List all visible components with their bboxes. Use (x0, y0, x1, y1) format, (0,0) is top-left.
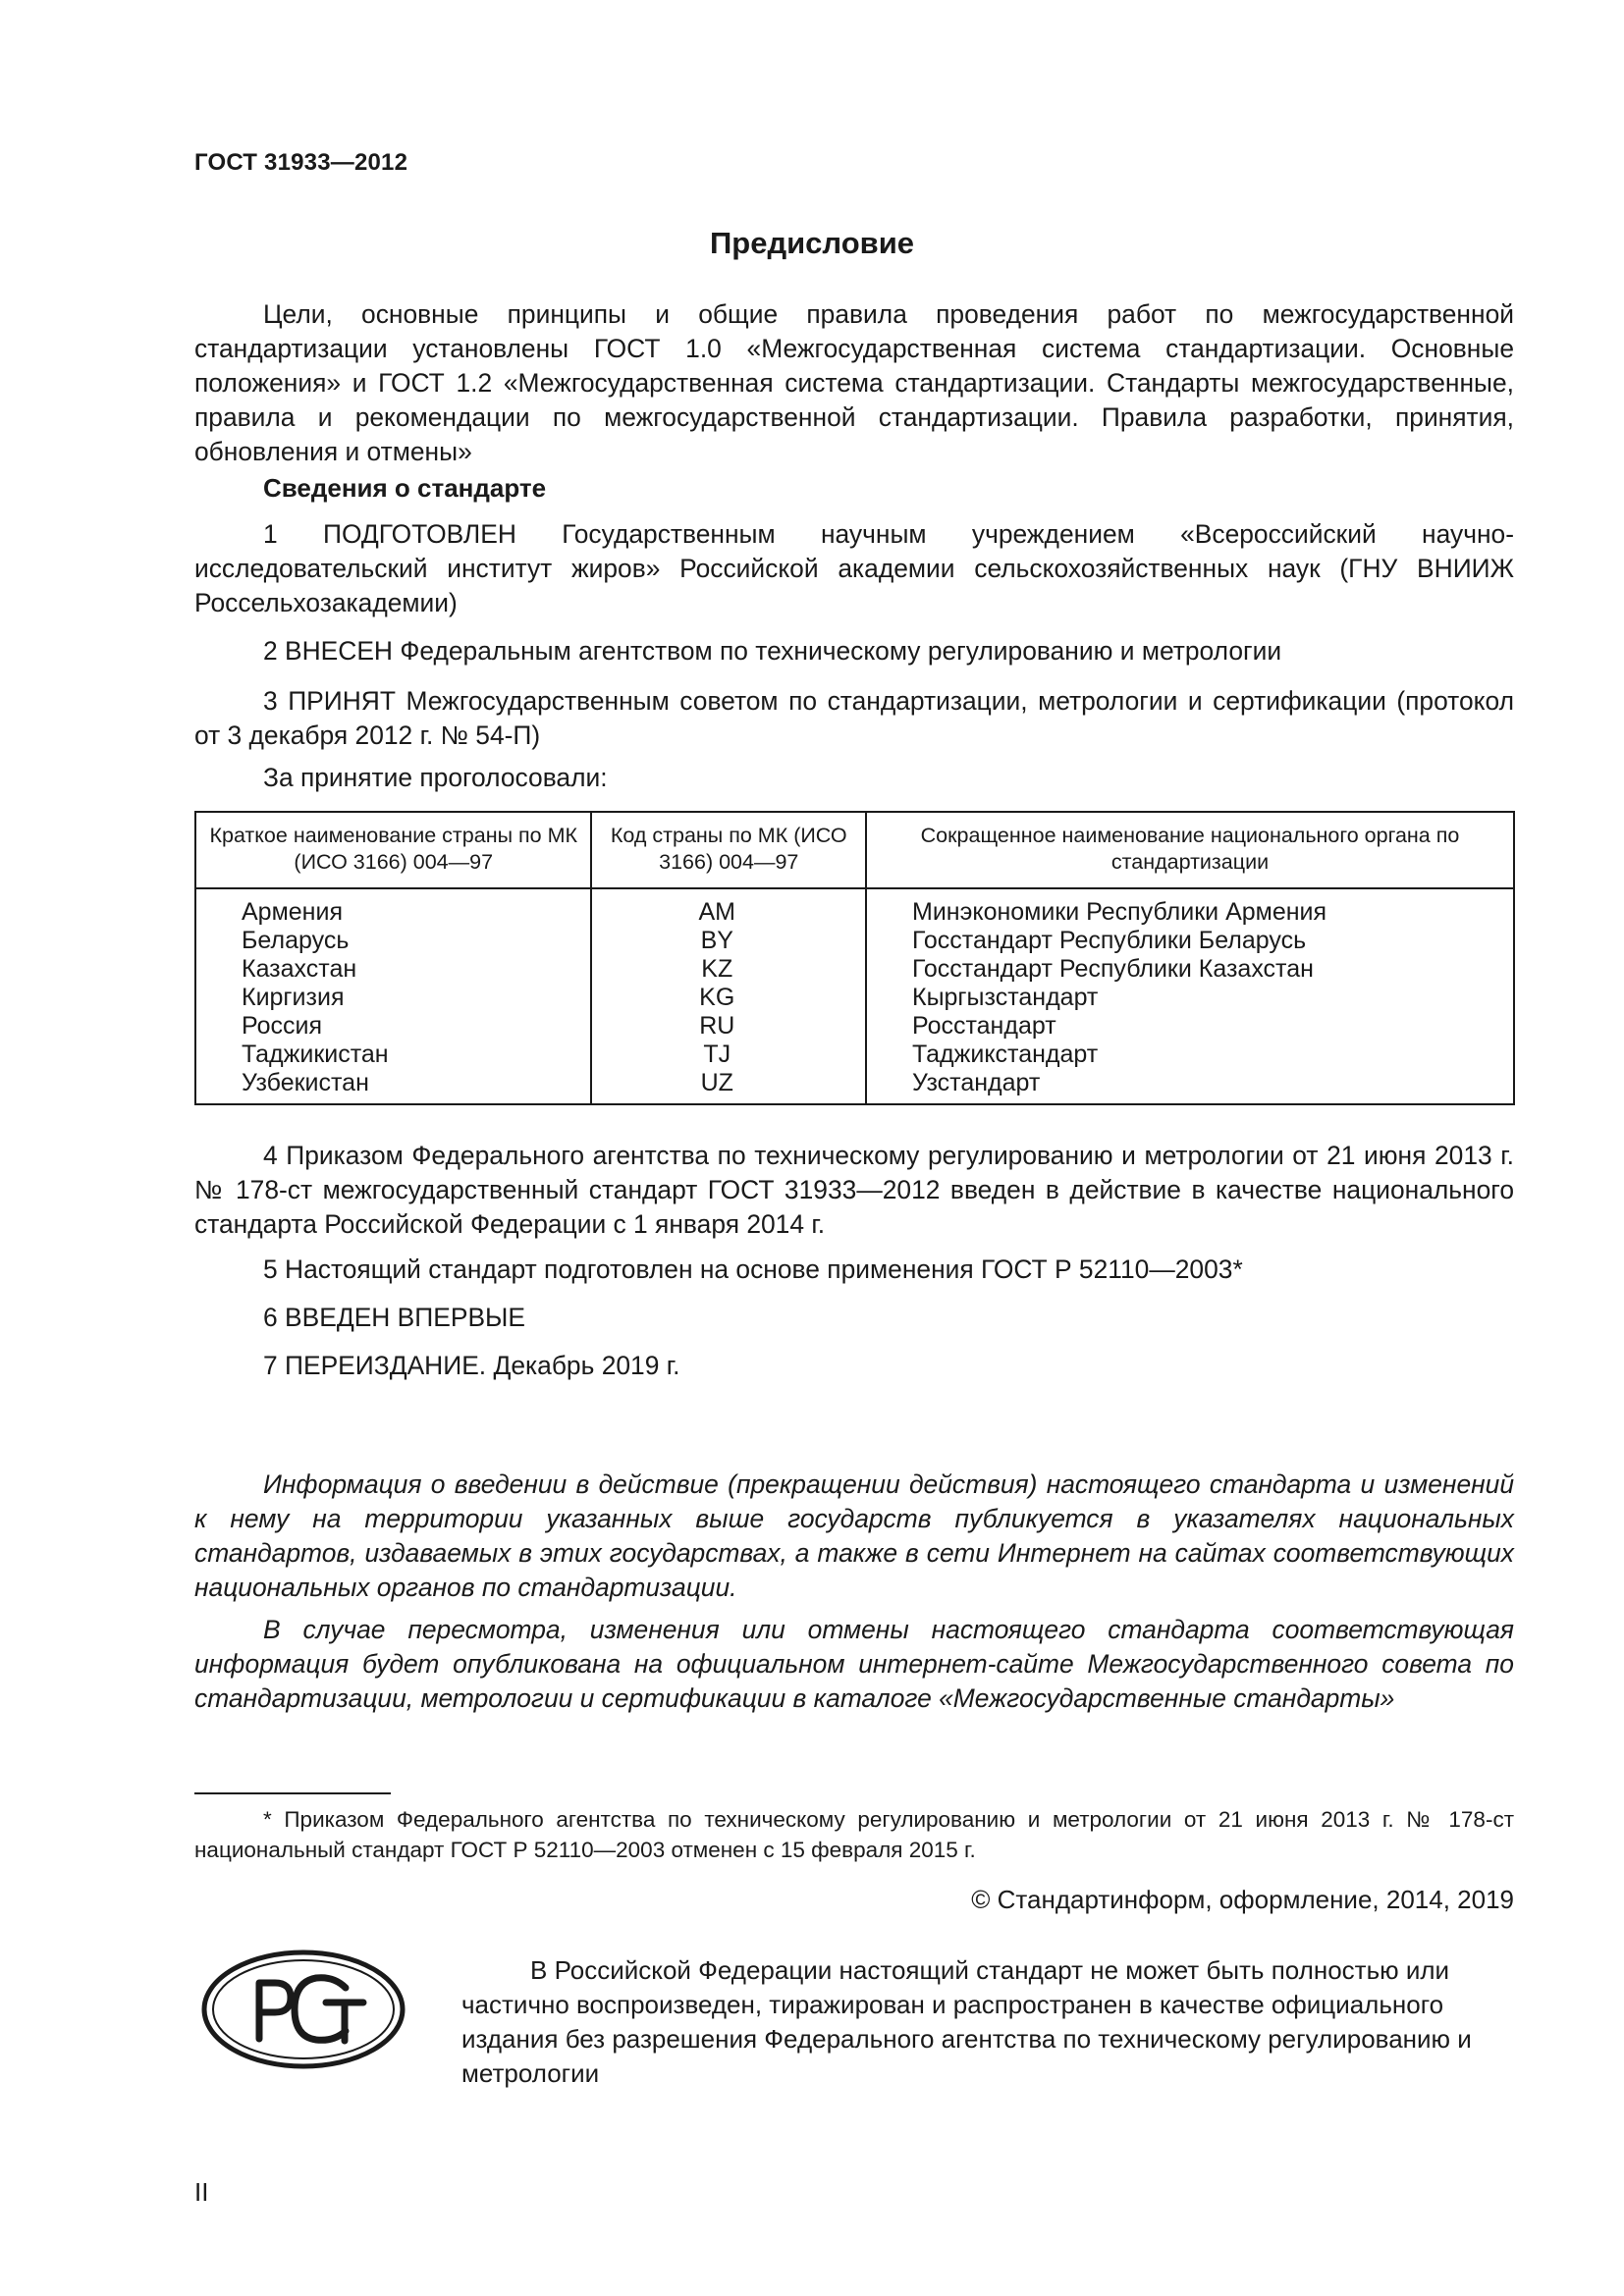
agency-name: Кыргызстандарт (866, 984, 1514, 1012)
footnote-divider (194, 1792, 391, 1794)
footnote: * Приказом Федерального агентства по техническому регулированию и метрологии от 21 июня 2013 г. № 178-ст национальный стандарт ГОСТ Р 52110—2003 отменен с 15 февраля 2015 г. (194, 1807, 1514, 1862)
agency-name: Госстандарт Республики Казахстан (866, 955, 1514, 984)
country-code: RU (591, 1012, 866, 1041)
table-row (195, 984, 1514, 1012)
table-row (195, 1041, 1514, 1069)
country-name: Киргизия (195, 984, 591, 1012)
item-5-basis: 5 Настоящий стандарт подготовлен на основе применения ГОСТ Р 52110—2003* (263, 1255, 1243, 1284)
copyright-line: © Стандартинформ, оформление, 2014, 2019 (971, 1885, 1514, 1914)
item-2-submitted: 2 ВНЕСЕН Федеральным агентством по техническому регулированию и метрологии (263, 636, 1282, 666)
table-row (195, 888, 1514, 927)
country-name: Беларусь (195, 927, 591, 955)
item-4-enacted: 4 Приказом Федерального агентства по техническому регулированию и метрологии от 21 июня 2013 г. № 178-ст межгосударственный стандарт ГОСТ 31933—2012 введен в действие в качестве национального стандарта Российской Федерации с 1 января 2014 г. (194, 1141, 1514, 1239)
agency-name: Таджикстандарт (866, 1041, 1514, 1069)
standard-info-heading: Сведения о стандарте (263, 473, 547, 503)
table-row (195, 1012, 1514, 1041)
column-header-agency: Сокращенное наименование национального органа по стандартизации (866, 812, 1514, 888)
table-header-row (195, 812, 1514, 888)
column-header-country: Краткое наименование страны по МК (ИСО 3166) 004—97 (195, 812, 591, 888)
item-3-adopted: 3 ПРИНЯТ Межгосударственным советом по стандартизации, метрологии и сертификации (протокол от 3 декабря 2012 г. № 54-П) (194, 686, 1514, 750)
notice-paragraph-1: Информация о введении в действие (прекращении действия) настоящего стандарта и изменений к нему на территории указанных выше государств публикуется в указателях национальных стандартов, издаваемых в этих государствах, а также в сети Интернет на сайтах соответствующих национальных органов по стандартизации. (194, 1469, 1514, 1602)
item-6-first-introduced: 6 ВВЕДЕН ВПЕРВЫЕ (263, 1303, 526, 1332)
country-name: Армения (195, 888, 591, 927)
country-name: Россия (195, 1012, 591, 1041)
reproduction-rights-notice: В Российской Федерации настоящий стандарт не может быть полностью или частично воспроизведен, тиражирован и распространен в качестве официального издания без разрешения Федерального агентства по техническому регулированию и метрологии (461, 1955, 1472, 2088)
table-row (195, 955, 1514, 984)
country-code: UZ (591, 1069, 866, 1104)
country-code: KZ (591, 955, 866, 984)
country-name: Таджикистан (195, 1041, 591, 1069)
intro-paragraph: Цели, основные принципы и общие правила проведения работ по межгосударственной стандартизации установлены ГОСТ 1.0 «Межгосударственная система стандартизации. Основные положения» и ГОСТ 1.2 «Межгосударственная система стандартизации. Стандарты межгосударственные, правила и рекомендации по межгосударственной стандартизации. Правила разработки, принятия, обновления и отмены» (194, 299, 1514, 466)
country-code: TJ (591, 1041, 866, 1069)
table-row (195, 927, 1514, 955)
page-title: Предисловие (709, 226, 914, 260)
agency-name: Росстандарт (866, 1012, 1514, 1041)
country-name: Узбекистан (195, 1069, 591, 1104)
page-number: II (194, 2177, 209, 2207)
voted-for-label: За принятие проголосовали: (263, 763, 608, 792)
document-code-header: ГОСТ 31933—2012 (194, 149, 408, 176)
item-7-reissue: 7 ПЕРЕИЗДАНИЕ. Декабрь 2019 г. (263, 1351, 680, 1380)
column-header-code: Код страны по МК (ИСО 3166) 004—97 (591, 812, 866, 888)
country-name: Казахстан (195, 955, 591, 984)
country-code: BY (591, 927, 866, 955)
item-1-prepared: 1 ПОДГОТОВЛЕН Государственным научным учреждением «Всероссийский научно-исследовательский институт жиров» Российской академии сельскохозяйственных наук (ГНУ ВНИИЖ Россельхозакадемии) (194, 519, 1514, 617)
table-row (195, 1069, 1514, 1104)
agency-name: Минэкономики Республики Армения (866, 888, 1514, 927)
agency-name: Узстандарт (866, 1069, 1514, 1104)
agency-name: Госстандарт Республики Беларусь (866, 927, 1514, 955)
rst-certification-mark-icon (200, 1949, 406, 2071)
country-code: AM (591, 888, 866, 927)
notice-paragraph-2: В случае пересмотра, изменения или отмены настоящего стандарта соответствующая информация будет опубликована на официальном интернет-сайте Межгосударственного совета по стандартизации, метрологии и сертификации в каталоге «Межгосударственные стандарты» (194, 1615, 1514, 1713)
country-code: KG (591, 984, 866, 1012)
voting-countries-table (194, 811, 1515, 1105)
